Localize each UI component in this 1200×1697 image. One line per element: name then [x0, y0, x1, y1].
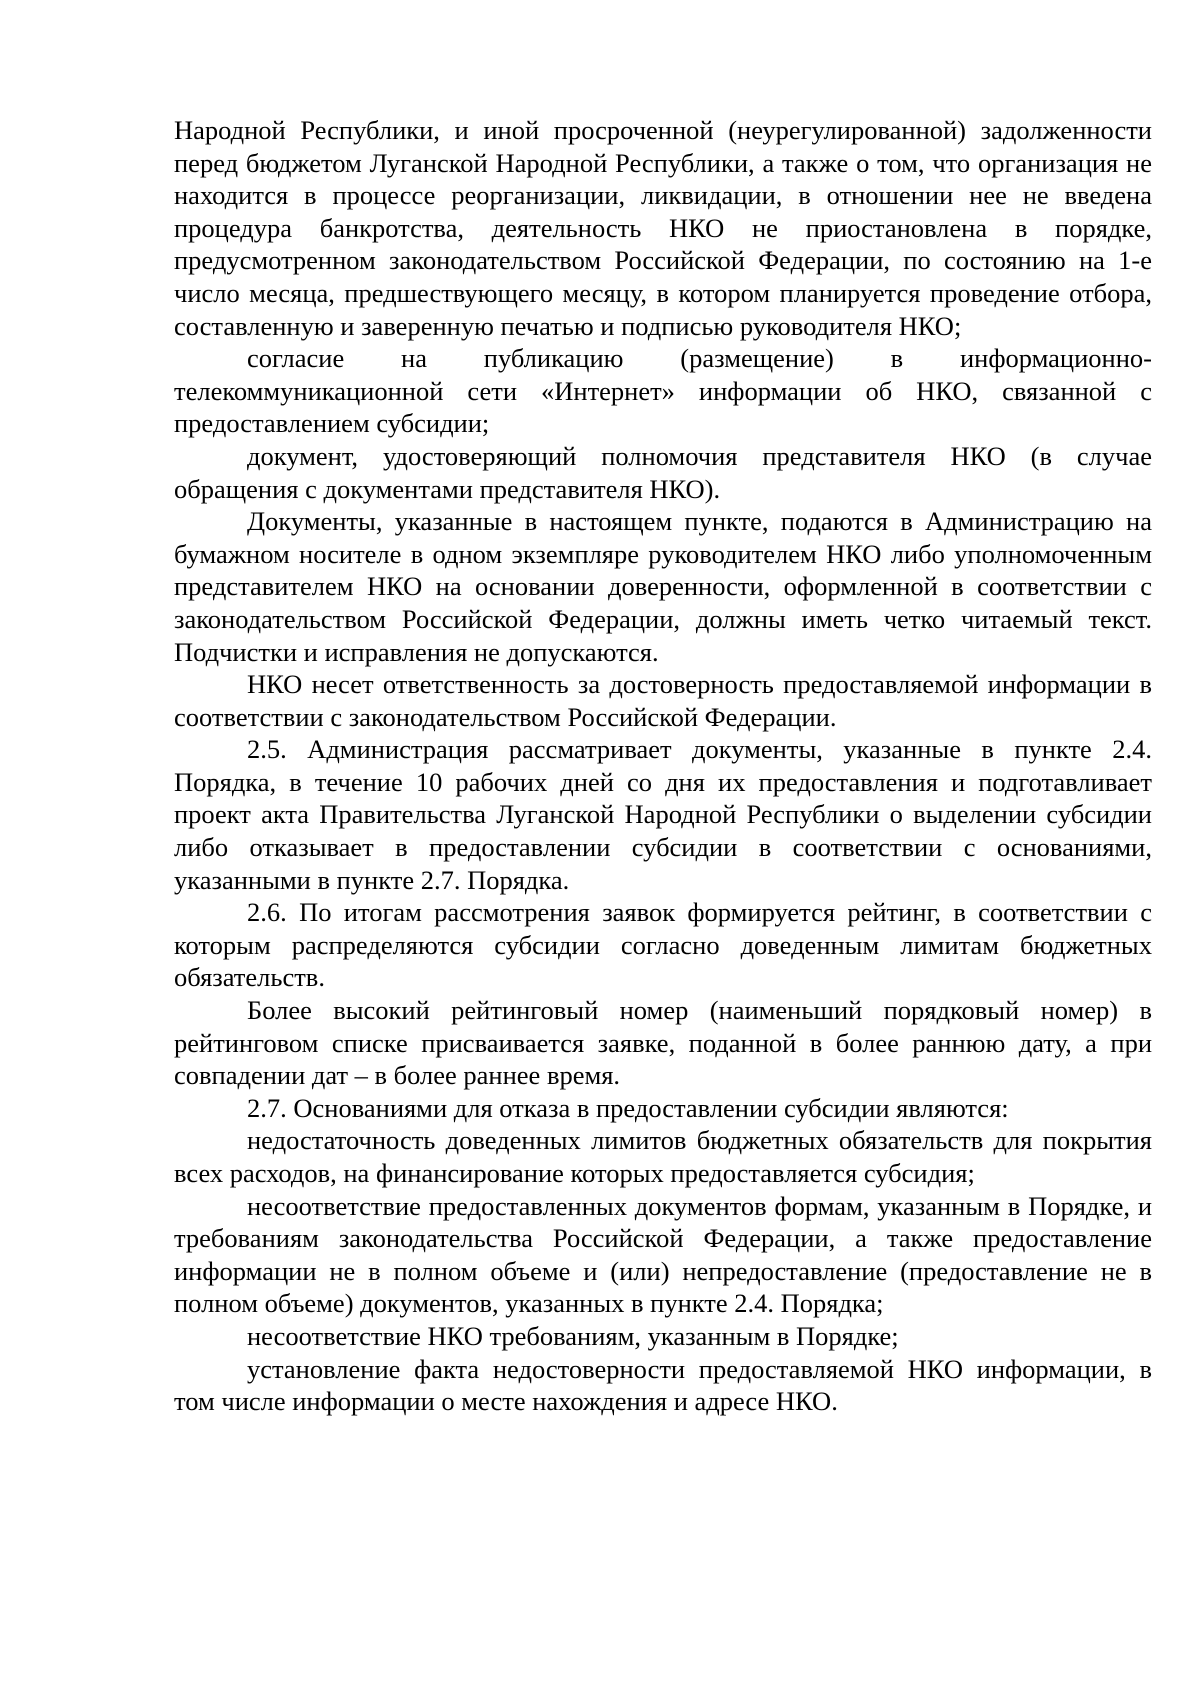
- paragraph-continuation: Народной Республики, и иной просроченной (неурегулированной) задолженности перед бюджетом Луганской Народной Республики, а также о том, что организация не находится в процессе реорганизации, ликвидации, в отношении нее не введена процедура банкротства, деятельность НКО не приостановлена в порядке, предусмотренном законодательством Российской Федерации, по состоянию на 1-е число месяца, предшествующего месяцу, в котором планируется проведение отбора, составленную и заверенную печатью и подписью руководителя НКО;: [174, 115, 1152, 341]
- paragraph-2-6: 2.6. По итогам рассмотрения заявок формируется рейтинг, в соответствии с которым распределяются субсидии согласно доведенным лимитам бюджетных обязательств.: [174, 897, 1152, 993]
- paragraph-authority-document: документ, удостоверяющий полномочия представителя НКО (в случае обращения с документами представителя НКО).: [174, 440, 1152, 504]
- paragraph-consent: согласие на публикацию (размещение) в информационно-телекоммуникационной сети «Интернет» информации об НКО, связанной с предоставлением субсидии;: [174, 343, 1152, 439]
- paragraph-2-5: 2.5. Администрация рассматривает документы, указанные в пункте 2.4. Порядка, в течение 10 рабочих дней со дня их предоставления и подготавливает проект акта Правительства Луганской Народной Республики о выделении субсидии либо отказывает в предоставлении субсидии в соответствии с основаниями, указанными в пункте 2.7. Порядка.: [174, 734, 1152, 895]
- paragraph-rating: Более высокий рейтинговый номер (наименьший порядковый номер) в рейтинговом списке присваивается заявке, поданной в более раннюю дату, а при совпадении дат – в более раннее время.: [174, 995, 1152, 1091]
- paragraph-submission: Документы, указанные в настоящем пункте, подаются в Администрацию на бумажном носителе в одном экземпляре руководителем НКО либо уполномоченным представителем НКО на основании доверенности, оформленной в соответствии с законодательством Российской Федерации, должны иметь четко читаемый текст. Подчистки и исправления не допускаются.: [174, 506, 1152, 667]
- paragraph-responsibility: НКО несет ответственность за достоверность предоставляемой информации в соответствии с законодательством Российской Федерации.: [174, 669, 1152, 732]
- paragraph-noncompliance-documents: несоответствие предоставленных документов формам, указанным в Порядке, и требованиям законодательства Российской Федерации, а также предоставление информации не в полном объеме и (или) непредоставление (предоставление не в полном объеме) документов, указанных в пункте 2.4. Порядка;: [174, 1190, 1152, 1319]
- document-body: [174, 114, 1152, 1418]
- paragraph-noncompliance-nko: несоответствие НКО требованиям, указанным в Порядке;: [247, 1320, 899, 1351]
- paragraph-insufficient-limits: недостаточность доведенных лимитов бюджетных обязательств для покрытия всех расходов, на финансирование которых предоставляется субсидия;: [174, 1125, 1152, 1188]
- paragraph-2-7: 2.7. Основаниями для отказа в предоставлении субсидии являются:: [247, 1092, 1009, 1123]
- paragraph-false-information: установление факта недостоверности предоставляемой НКО информации, в том числе информации о месте нахождения и адресе НКО.: [174, 1353, 1152, 1417]
